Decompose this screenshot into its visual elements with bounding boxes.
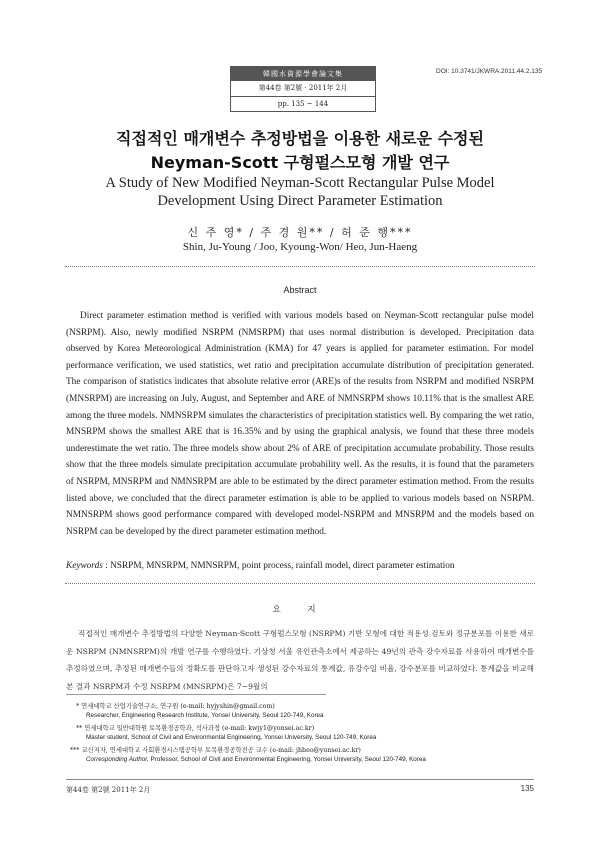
footnote-2-korean: ** 연세대학교 일반대학원 토목환경공학과, 석사과정 (e-mail: kwjy1@yonsei.ac.kr) — [76, 725, 315, 732]
title-korean-line2: Neyman-Scott 구형펄스모형 개발 연구 — [150, 153, 450, 172]
footnote-3-english — [86, 756, 426, 763]
page-footer-volume: 第44卷 第2號 2011年 2月 — [66, 786, 151, 794]
separator-dotted — [65, 266, 535, 267]
journal-name: 韓國水資源學會論文集 — [231, 67, 375, 81]
footnote-3-korean: *** 교신저자, 연세대학교 사회환경시스템공학부 토목환경공학전공 교수 (e-mail: jhheo@yonsei.ac.kr) — [70, 747, 361, 754]
summary-korean-text: 직접적인 매개변수 추정방법의 다양한 Neyman-Scott 구형펄스모형 (NSRPM) 기반 모형에 대한 적용성 검토와 정규분포를 이용한 새로운 NSRPM (NMNSRPM)의 개발 연구를 수행하였다. 기상청 서울 유인관측소에서 제공하는 49년의 관측 강수자료를 사용하여 매개변수를 추정하였으며, 추정된 매개변수들의 정확도를 판단하고자 생성된 강수자료의 통계값, 유강수일 비율, 강수분포를 비교하였다. 통계값을 비교해본 결과 NSRPM과 수정 NSRPM (MNSRPM)은 7~9월의 — [66, 629, 534, 691]
separator-dotted-2 — [65, 583, 535, 584]
summary-heading: 요 지 — [272, 605, 328, 615]
footnote-2-english: Master student, School of Civil and Environmental Engineering, Yonsei University, Seoul 120-749, Korea — [86, 734, 377, 741]
journal-volume: 第44卷 第2號 · 2011年 2月 — [231, 81, 375, 97]
corresponding-author-label: Corresponding Author, — [86, 756, 149, 763]
title-korean-line1: 직접적인 매개변수 추정방법을 이용한 새로운 수정된 — [116, 129, 484, 148]
keywords-label: Keywords — [66, 561, 103, 571]
keywords — [66, 561, 536, 571]
footnote-3-english-text: Professor, School of Civil and Environmental Engineering, Yonsei University, Seoul 120-749, Korea — [148, 756, 426, 763]
page-number: 135 — [520, 784, 534, 793]
journal-info-box — [230, 66, 376, 112]
authors-english: Shin, Ju-Young / Joo, Kyoung-Won/ Heo, Jun-Haeng — [182, 241, 418, 253]
abstract-text: Direct parameter estimation method is verified with various models based on Neyman-Scott rectangular pulse model (NSRPM). Also, newly modified NSRPM (NMSRPM) that uses normal distribution is developed. Precipitation data observed by Korea Meteorological Administration (KMA) for 47 years is applied for parameter estimation. For model performance verification, we used statistics, wet ratio and precipitation accumulate distribution of precipitation generated. The comparison of statistics indicates that absolute relative error (ARE)s of the results from NSRPM and modified NSRPM (MNSRPM) are increasing on July, August, and September and ARE of NMNSRPM shows 10.11% that is the smallest ARE among the three models. NMNSRPM simulates the characteristics of precipitation statistics well. By comparing the wet ratio, MNSRPM shows the smallest ARE that is 16.35% and by using the graphical analysis, we found that these three models underestimate the wet ratio. The three models show about 2% of ARE of precipitation accumulate probability. Those results show that the three models simulate precipitation accumulate probability well. As the results, it is found that the parameters of NSRPM, MNSRPM and NMNSRPM are able to be estimated by the direct parameter estimation method. From the results listed above, we concluded that the direct parameter estimation is able to be applied to various models based on NSRPM. NMNSRPM shows good performance compared with developed model-NSRPM and MNSRPM and the models based on NSRPM can be developed by the direct parameter estimation method. — [66, 311, 534, 537]
authors-korean: 신 주 영* / 주 경 원** / 허 준 행*** — [187, 226, 413, 239]
keywords-text: : NSRPM, MNSRPM, NMNSRPM, point process, rainfall model, direct parameter estimation — [102, 561, 455, 571]
footnote-1-english: Researcher, Engineering Research Institute, Yonsei University, Seoul 120-749, Korea — [86, 712, 324, 719]
journal-pages: pp. 135 ~ 144 — [277, 100, 329, 108]
title-english-line2: Development Using Direct Parameter Estimation — [157, 193, 443, 209]
page-footer-rule — [66, 779, 534, 780]
footnote-rule — [66, 694, 326, 695]
title-english-line1: A Study of New Modified Neyman-Scott Rectangular Pulse Model — [105, 175, 495, 191]
doi[interactable]: DOI: 10.3741/JKWRA.2011.44.2.135 — [436, 68, 543, 75]
abstract-heading: Abstract — [283, 285, 317, 295]
footnote-1-korean: * 연세대학교 산업기술연구소, 연구원 (e-mail: hyjyshin@gmail.com) — [76, 703, 275, 710]
